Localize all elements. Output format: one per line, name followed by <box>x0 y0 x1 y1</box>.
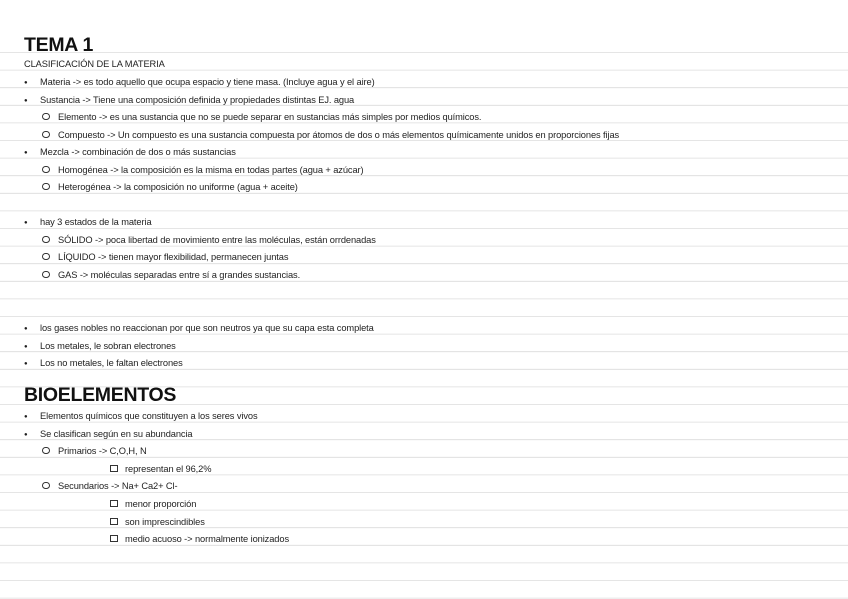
bullet-dot-icon <box>24 428 40 442</box>
list-item: GAS -> moléculas separadas entre sí a grandes sustancias. <box>42 269 300 281</box>
bullet-circle-icon <box>42 251 58 263</box>
list-item: ●Sustancia -> Tiene una composición definida y propiedades distintas EJ. agua <box>24 94 354 108</box>
list-item: ●Elementos químicos que constituyen a los seres vivos <box>24 410 258 424</box>
bullet-circle-icon <box>42 111 58 123</box>
bullet-square-icon <box>110 516 125 528</box>
list-item: SÓLIDO -> poca libertad de movimiento entre las moléculas, están orrdenadas <box>42 234 376 246</box>
heading-tema-1: TEMA 1 <box>24 34 93 56</box>
list-item: ●Los no metales, le faltan electrones <box>24 357 183 371</box>
list-item: son imprescindibles <box>110 516 205 528</box>
list-item: Homogénea -> la composición es la misma en todas partes (agua + azúcar) <box>42 164 364 176</box>
bullet-circle-icon <box>42 445 58 457</box>
list-item: ●los gases nobles no reaccionan por que son neutros ya que su capa esta completa <box>24 322 374 336</box>
bullet-dot-icon <box>24 410 40 424</box>
bullet-circle-icon <box>42 129 58 141</box>
bullet-circle-icon <box>42 480 58 492</box>
list-item: Secundarios -> Na+ Ca2+ Cl- <box>42 480 178 492</box>
list-item: LÍQUIDO -> tienen mayor flexibilidad, permanecen juntas <box>42 251 288 263</box>
bullet-circle-icon <box>42 164 58 176</box>
list-item: medio acuoso -> normalmente ionizados <box>110 533 289 545</box>
bullet-circle-icon <box>42 269 58 281</box>
list-item: ●hay 3 estados de la materia <box>24 216 152 230</box>
list-item: Compuesto -> Un compuesto es una sustancia compuesta por átomos de dos o más elementos químicamente unidos en proporciones fijas <box>42 129 619 141</box>
bullet-dot-icon <box>24 357 40 371</box>
section-subtitle: CLASIFICACIÓN DE LA MATERIA <box>24 59 165 69</box>
list-item: Heterogénea -> la composición no uniforme (agua + aceite) <box>42 181 298 193</box>
heading-bioelementos: BIOELEMENTOS <box>24 384 177 406</box>
list-item: menor proporción <box>110 498 196 510</box>
bullet-circle-icon <box>42 234 58 246</box>
list-item: Primarios -> C,O,H, N <box>42 445 147 457</box>
bullet-dot-icon <box>24 146 40 160</box>
list-item: ●Los metales, le sobran electrones <box>24 340 176 354</box>
list-item: ●Materia -> es todo aquello que ocupa espacio y tiene masa. (Incluye agua y el aire) <box>24 76 375 90</box>
list-item: ●Mezcla -> combinación de dos o más sustancias <box>24 146 236 160</box>
bullet-dot-icon <box>24 94 40 108</box>
list-item: Elemento -> es una sustancia que no se puede separar en sustancias más simples por medios químicos. <box>42 111 481 123</box>
list-item: ●Se clasifican según en su abundancia <box>24 428 193 442</box>
bullet-dot-icon <box>24 76 40 90</box>
bullet-dot-icon <box>24 322 40 336</box>
bullet-square-icon <box>110 498 125 510</box>
list-item: representan el 96,2% <box>110 463 211 475</box>
bullet-square-icon <box>110 533 125 545</box>
bullet-dot-icon <box>24 340 40 354</box>
bullet-dot-icon <box>24 216 40 230</box>
bullet-circle-icon <box>42 181 58 193</box>
bullet-square-icon <box>110 463 125 475</box>
